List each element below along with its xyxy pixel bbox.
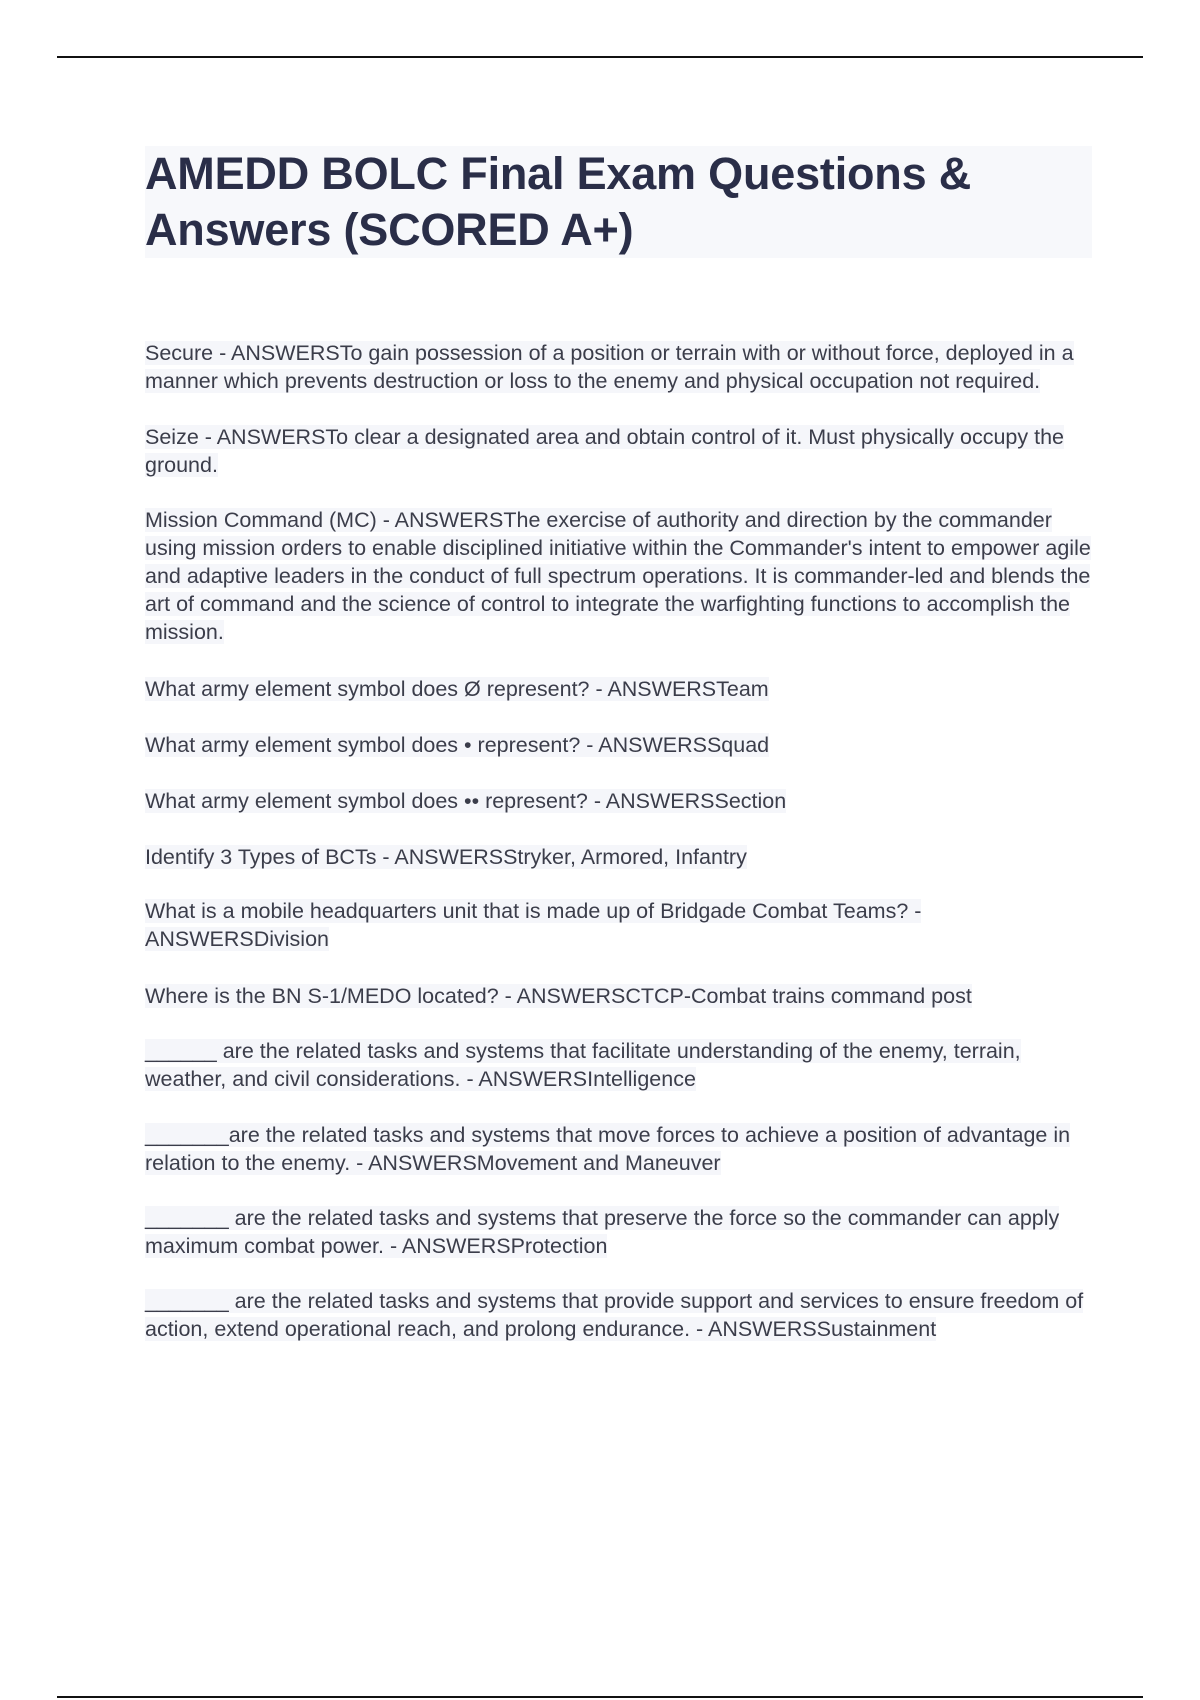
qa-entry-text: What army element symbol does •• represent? - ANSWERSSection [145, 789, 787, 813]
qa-entry-text: Secure - ANSWERSTo gain possession of a position or terrain with or without force, deployed in a manner which prevents destruction or loss to the enemy and physical occupation not required. [145, 341, 1074, 393]
qa-entry-intelligence [145, 1037, 1095, 1093]
qa-entry-text: Mission Command (MC) - ANSWERSThe exercise of authority and direction by the commander using mission orders to enable disciplined initiative within the Commander's intent to empower agile and adaptive leaders in the conduct of full spectrum operations. It is commander-led and blends the art of command and the science of control to integrate the warfighting functions to accomplish the mission. [145, 508, 1091, 644]
qa-entry-sustainment [145, 1287, 1095, 1343]
qa-entry-mission-command [145, 506, 1095, 646]
qa-entry-team-symbol [145, 675, 1095, 703]
qa-entry-text: _______are the related tasks and systems that move forces to achieve a position of advantage in relation to the enemy. - ANSWERSMovement and Maneuver [145, 1123, 1071, 1175]
qa-list [145, 339, 1095, 1343]
qa-entry-text: What is a mobile headquarters unit that is made up of Bridgade Combat Teams? - ANSWERSDivision [145, 899, 922, 951]
qa-entry-text: What army element symbol does Ø represent? - ANSWERSTeam [145, 677, 769, 701]
bottom-rule [57, 1696, 1143, 1698]
qa-entry-text: ______ are the related tasks and systems that facilitate understanding of the enemy, terrain, weather, and civil considerations. - ANSWERSIntelligence [145, 1039, 1021, 1091]
qa-entry-text: What army element symbol does • represent? - ANSWERSSquad [145, 733, 770, 757]
qa-entry-bn-s1 [145, 982, 1095, 1010]
document-title: AMEDD BOLC Final Exam Questions & Answers (SCORED A+) [145, 148, 972, 255]
qa-entry-secure [145, 339, 1095, 395]
qa-entry-section-symbol [145, 787, 1095, 815]
qa-entry-protection [145, 1204, 1095, 1260]
qa-entry-text: _______ are the related tasks and systems that provide support and services to ensure freedom of action, extend operational reach, and prolong endurance. - ANSWERSSustainment [145, 1289, 1084, 1341]
qa-entry-squad-symbol [145, 731, 1095, 759]
top-rule [57, 56, 1143, 58]
qa-entry-text: Seize - ANSWERSTo clear a designated area and obtain control of it. Must physically occupy the ground. [145, 425, 1064, 477]
qa-entry-bct-types [145, 843, 1095, 871]
qa-entry-text: _______ are the related tasks and systems that preserve the force so the commander can apply maximum combat power. - ANSWERSProtection [145, 1206, 1060, 1258]
qa-entry-text: Where is the BN S-1/MEDO located? - ANSWERSCTCP-Combat trains command post [145, 984, 972, 1008]
qa-entry-division [145, 897, 1095, 953]
title-block [145, 146, 1092, 258]
qa-entry-movement-maneuver [145, 1121, 1095, 1177]
qa-entry-seize [145, 423, 1095, 479]
qa-entry-text: Identify 3 Types of BCTs - ANSWERSStryker, Armored, Infantry [145, 845, 747, 869]
